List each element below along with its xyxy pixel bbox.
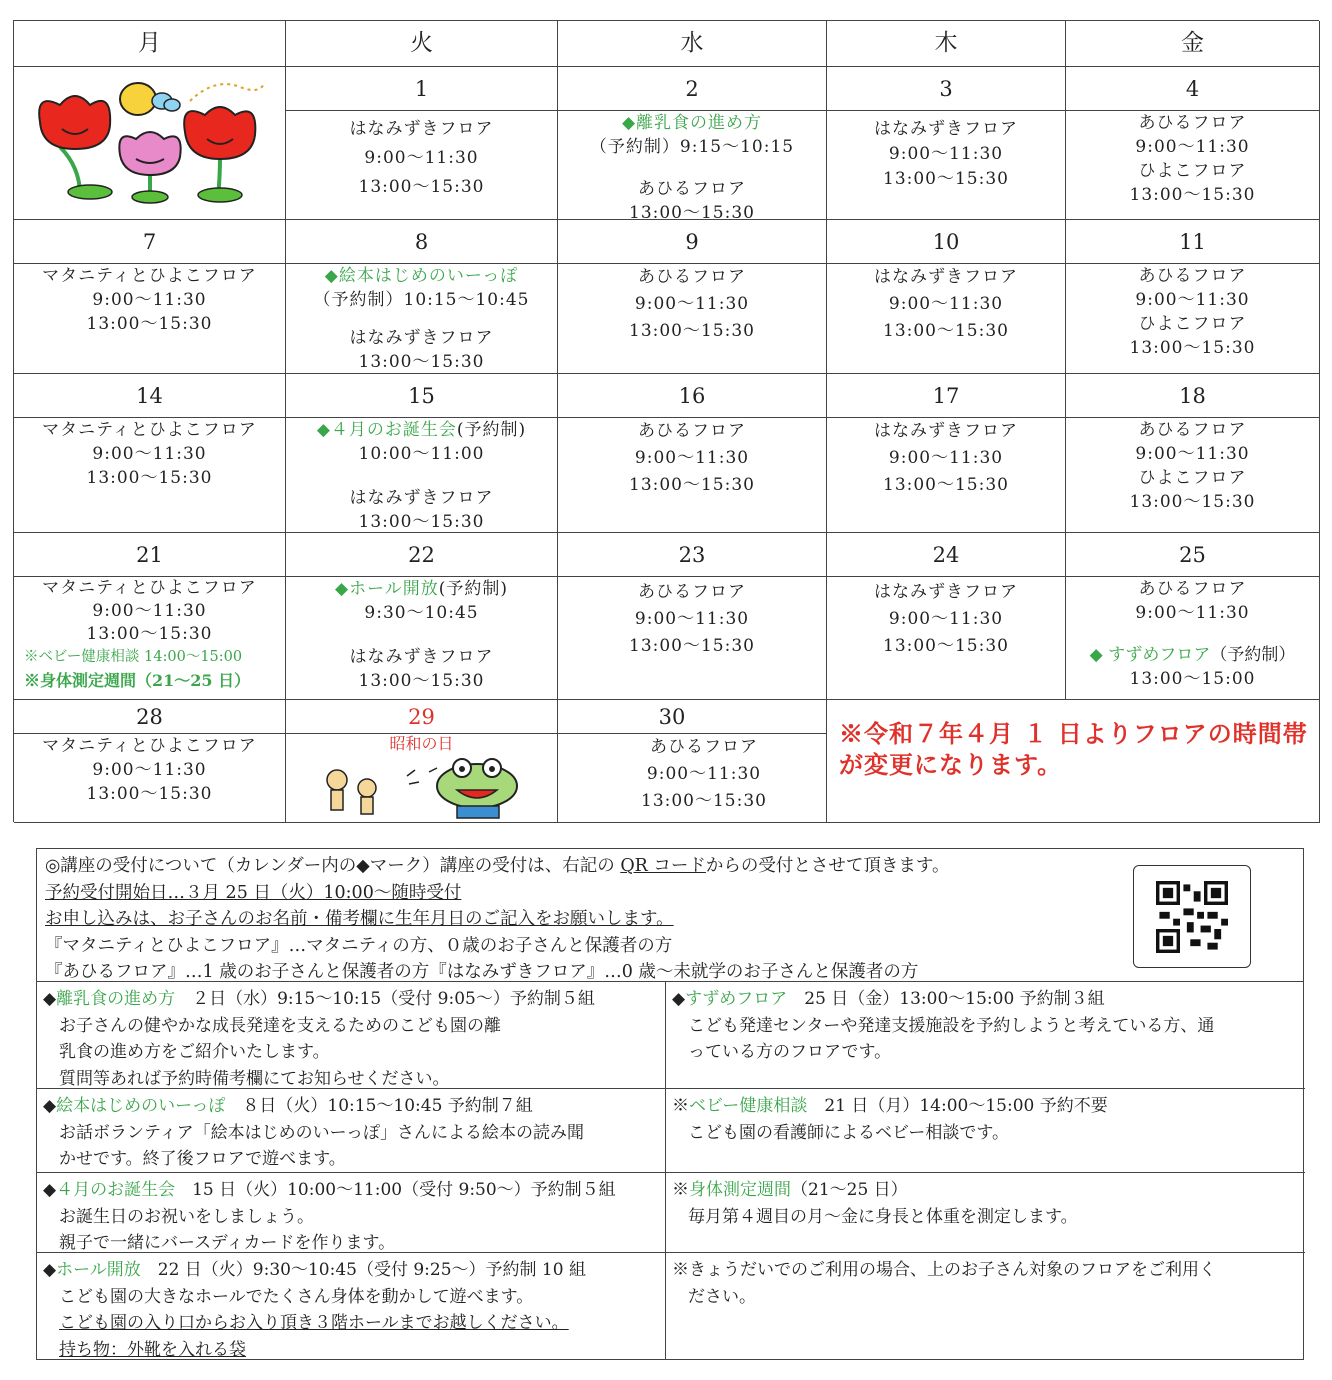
- diamond-icon: ◆: [43, 989, 57, 1009]
- weekday-wed: 水: [558, 21, 827, 67]
- day-22-body: [286, 577, 558, 700]
- course-heading: [672, 1177, 1297, 1204]
- day-2-body: [558, 111, 827, 220]
- event-note: 13:00～15:00: [1129, 669, 1256, 689]
- day-4-number: 4: [1066, 67, 1320, 111]
- floor-label: マタニティとひよこフロア: [42, 736, 257, 756]
- course-heading: [43, 1257, 657, 1284]
- day-24-number: 24: [827, 533, 1066, 577]
- time-label: 9:00～11:30: [1135, 444, 1250, 464]
- weekday-mon: 月: [14, 21, 286, 67]
- time-label: 9:00～11:30: [888, 609, 1004, 629]
- qr-code[interactable]: [1133, 865, 1251, 968]
- course-title: すずめフロア: [685, 989, 788, 1009]
- floor-label: マタニティとひよこフロア: [42, 578, 257, 598]
- floor-label: あひるフロア: [1138, 420, 1247, 440]
- siblings-note: [666, 1253, 1305, 1359]
- time-label: 9:00～11:30: [634, 294, 750, 314]
- registration-info: [37, 849, 1303, 982]
- floor-label: あひるフロア: [1138, 579, 1247, 599]
- diamond-icon: ◆: [43, 1096, 57, 1116]
- time-label: 13:00～15:30: [629, 203, 755, 220]
- course-desc: かせです。終了後フロアで遊べます。: [59, 1149, 346, 1169]
- day-3-body: [827, 111, 1066, 220]
- course-detail: （21～25 日）: [791, 1180, 908, 1200]
- course-hall-open: [37, 1253, 666, 1359]
- floor-label: あひるフロア: [638, 582, 746, 602]
- course-desc: こども園の大きなホールでたくさん身体を動かして遊べます。: [59, 1286, 534, 1307]
- day-8-body: [286, 264, 558, 374]
- day-15-number: 15: [286, 374, 558, 418]
- course-desc: っている方のフロアです。: [688, 1042, 892, 1062]
- time-label: 9:00～11:30: [364, 148, 479, 168]
- floor-label: あひるフロア: [638, 421, 746, 441]
- flower-illustration-cell: [14, 67, 286, 220]
- course-heading: [672, 1093, 1297, 1120]
- time-label: 13:00～15:30: [883, 169, 1009, 189]
- day-28-number: 28: [14, 700, 286, 734]
- day-16-number: 16: [558, 374, 827, 418]
- reservation-start-date: 予約受付開始日…３月 25 日（火）10:00～随時受付: [45, 882, 462, 903]
- floor-label: ひよこフロア: [1138, 468, 1247, 488]
- weekday-tue: 火: [286, 21, 558, 67]
- floor-label: あひるフロア: [1138, 113, 1247, 133]
- day-7-number: 7: [14, 220, 286, 264]
- time-label: 13:00～15:30: [1129, 492, 1256, 512]
- course-heading: [43, 986, 657, 1013]
- time-label: 13:00～15:30: [86, 624, 213, 644]
- day-30-number: 30: [558, 700, 827, 734]
- day-4-body: [1066, 111, 1320, 220]
- day-7-body: [14, 264, 286, 374]
- floor-label: はなみずきフロア: [874, 119, 1018, 139]
- time-label: 13:00～15:30: [641, 791, 767, 811]
- day-1-body: [286, 111, 558, 220]
- event-title: ◆ すずめフロア: [1089, 645, 1211, 665]
- registration-text: ◎講座の受付について（カレンダー内の◆マーク）講座の受付は、右記の: [45, 856, 621, 876]
- day-11-body: [1066, 264, 1320, 374]
- event-note: （予約制）9:15～10:15: [589, 137, 795, 157]
- weekday-thu: 木: [827, 21, 1066, 67]
- course-detail: ８日（火）10:15～10:45 予約制７組: [225, 1096, 533, 1116]
- course-detail: ２日（水）9:15～10:15（受付 9:05～）予約制５組: [175, 989, 595, 1009]
- time-label: 9:00～11:30: [1135, 137, 1250, 157]
- course-desc: お話ボランティア「絵本はじめのいーっぽ」さんによる絵本の読み聞: [59, 1122, 584, 1143]
- time-label: 9:00～11:30: [888, 294, 1004, 314]
- time-label: 9:00～11:30: [646, 764, 762, 784]
- day-18-number: 18: [1066, 374, 1320, 418]
- course-title: ４月のお誕生会: [56, 1180, 176, 1200]
- course-detail: 15 日（火）10:00～11:00（受付 9:50～）予約制５組: [175, 1180, 616, 1200]
- event-title: ◆４月のお誕生会: [316, 420, 457, 440]
- time-label: 13:00～15:30: [358, 671, 485, 691]
- diamond-icon: ◆: [672, 989, 686, 1009]
- course-desc: 毎月第４週目の月～金に身長と体重を測定します。: [688, 1206, 1078, 1227]
- time-label: 13:00～15:30: [358, 512, 485, 532]
- course-desc: 乳食の進め方をご紹介いたします。: [59, 1042, 330, 1062]
- event-title-line: [1066, 643, 1319, 667]
- time-label: 13:00～15:30: [629, 475, 755, 495]
- time-label: 9:00～11:30: [1135, 603, 1250, 623]
- time-label: 13:00～15:30: [86, 784, 213, 804]
- floor-label: マタニティとひよこフロア: [42, 266, 257, 286]
- time-label: 9:00～11:30: [92, 601, 207, 621]
- time-label: 9:00～11:30: [888, 448, 1004, 468]
- floor-label: あひるフロア: [638, 179, 746, 199]
- time-label: 9:00～11:30: [92, 760, 207, 780]
- siblings-note-text: ※きょうだいでのご利用の場合、上のお子さん対象のフロアをご利用く: [672, 1260, 1216, 1280]
- time-label: 13:00～15:30: [883, 636, 1009, 656]
- day-9-body: [558, 264, 827, 374]
- measurement-week-note: ※身体測定週間（21～25 日）: [24, 671, 251, 690]
- day-8-number: 8: [286, 220, 558, 264]
- ahiru-hanamizuki-floor-desc: 『あひるフロア』…1 歳のお子さんと保護者の方『はなみずきフロア』…0 歳～未就学のお子さんと保護者の方: [45, 962, 919, 982]
- course-title: ベビー健康相談: [689, 1096, 808, 1116]
- diamond-icon: ◆: [43, 1260, 57, 1280]
- course-info-box: [36, 848, 1304, 1360]
- event-note: （予約制）10:15～10:45: [313, 290, 530, 310]
- course-detail: 22 日（火）9:30～10:45（受付 9:25～）予約制 10 組: [140, 1260, 586, 1280]
- frog-children-illustration: [297, 754, 547, 820]
- qr-code-icon: [1156, 881, 1228, 953]
- floor-label: はなみずきフロア: [349, 328, 494, 348]
- time-label: 9:00～11:30: [634, 609, 750, 629]
- note-mark: ※: [672, 1180, 689, 1200]
- diamond-icon: ◆: [43, 1180, 57, 1200]
- course-heading: [672, 986, 1297, 1013]
- course-title: 絵本はじめのいーっぽ: [56, 1096, 226, 1116]
- floor-label: マタニティとひよこフロア: [42, 420, 257, 440]
- course-desc: 親子で一緒にバースディカードを作ります。: [59, 1233, 396, 1253]
- day-2-number: 2: [558, 67, 827, 111]
- time-label: 13:00～15:30: [1129, 338, 1256, 358]
- day-29-body: [286, 734, 558, 823]
- floor-label: はなみずきフロア: [874, 421, 1018, 441]
- event-title: ◆絵本はじめのいーっぽ: [324, 266, 519, 286]
- event-title: ◆離乳食の進め方: [621, 113, 763, 133]
- time-label: 9:00～11:30: [1135, 290, 1250, 310]
- day-3-number: 3: [827, 67, 1066, 111]
- course-rinyushoku: [37, 982, 666, 1089]
- floor-label: あひるフロア: [650, 737, 758, 757]
- day-9-number: 9: [558, 220, 827, 264]
- time-change-notice: ※令和７年４月 １ 日よりフロアの時間帯が変更になります。: [827, 700, 1320, 823]
- day-29-number: 29: [286, 700, 558, 734]
- calendar-grid: [13, 20, 1319, 822]
- holiday-label: 昭和の日: [389, 734, 454, 753]
- day-17-number: 17: [827, 374, 1066, 418]
- baby-consult-note: ※ベビー健康相談 14:00～15:00: [24, 649, 243, 665]
- time-label: 13:00～15:30: [358, 177, 485, 197]
- floor-label: はなみずきフロア: [349, 647, 494, 667]
- course-heading: [43, 1177, 657, 1204]
- day-25-body: [1066, 577, 1320, 700]
- floor-label: はなみずきフロア: [349, 119, 494, 139]
- day-10-body: [827, 264, 1066, 374]
- course-heading: [43, 1093, 657, 1120]
- tulips-bee-illustration: [20, 77, 280, 207]
- day-15-body: [286, 418, 558, 533]
- course-ehon: [37, 1089, 666, 1173]
- course-desc: 質問等あれば予約時備考欄にてお知らせください。: [59, 1068, 450, 1089]
- day-25-number: 25: [1066, 533, 1320, 577]
- time-label: 13:00～15:30: [883, 321, 1009, 341]
- course-desc: お誕生日のお祝いをしましょう。: [59, 1206, 314, 1227]
- time-label: 9:00～11:30: [888, 144, 1004, 164]
- application-instructions: お申し込みは、お子さんのお名前・備考欄に生年月日のご記入をお願いします。: [45, 909, 674, 929]
- maternity-floor-desc: 『マタニティとひよこフロア』…マタニティの方、０歳のお子さんと保護者の方: [45, 935, 673, 956]
- time-label: 13:00～15:30: [629, 636, 755, 656]
- items-to-bring: 持ち物：外靴を入れる袋: [59, 1339, 246, 1359]
- event-note: 10:00～11:00: [358, 444, 485, 464]
- day-21-body: [14, 577, 286, 700]
- course-desc: こども園の看護師によるベビー相談です。: [688, 1122, 1009, 1143]
- event-title-line: [286, 418, 557, 442]
- day-23-number: 23: [558, 533, 827, 577]
- day-28-body: [14, 734, 286, 823]
- floor-label: あひるフロア: [1138, 266, 1247, 286]
- day-21-number: 21: [14, 533, 286, 577]
- floor-label: はなみずきフロア: [874, 267, 1018, 287]
- course-desc: こども園の入り口からお入り頂き３階ホールまでお越しください。: [59, 1313, 569, 1333]
- course-birthday: [37, 1173, 666, 1253]
- course-detail: 21 日（月）14:00～15:00 予約不要: [807, 1096, 1108, 1116]
- floor-label: あひるフロア: [638, 267, 746, 287]
- registration-text-end: からの受付とさせて頂きます。: [705, 856, 950, 876]
- day-24-body: [827, 577, 1066, 700]
- course-title: 離乳食の進め方: [56, 989, 176, 1009]
- floor-label: ひよこフロア: [1138, 161, 1247, 181]
- day-10-number: 10: [827, 220, 1066, 264]
- weekday-fri: 金: [1066, 21, 1320, 67]
- note-mark: ※: [672, 1096, 689, 1116]
- registration-line: [45, 853, 1295, 880]
- event-title: ◆ホール開放: [335, 579, 439, 599]
- course-suzume-floor: [666, 982, 1305, 1089]
- day-22-number: 22: [286, 533, 558, 577]
- time-label: 9:00～11:30: [634, 448, 750, 468]
- time-label: 13:00～15:30: [86, 314, 213, 334]
- day-16-body: [558, 418, 827, 533]
- day-18-body: [1066, 418, 1320, 533]
- event-suffix: (予約制): [456, 420, 527, 440]
- event-suffix: (予約制): [438, 579, 508, 599]
- day-17-body: [827, 418, 1066, 533]
- time-label: 13:00～15:30: [86, 468, 213, 488]
- time-label: 13:00～15:30: [1129, 185, 1256, 205]
- time-label: 9:00～11:30: [92, 290, 207, 310]
- floor-label: はなみずきフロア: [349, 488, 494, 508]
- floor-label: はなみずきフロア: [874, 582, 1018, 602]
- course-desc: お子さんの健やかな成長発達を支えるためのこども園の離: [59, 1015, 501, 1036]
- course-measurement-week: [666, 1173, 1305, 1253]
- floor-label: ひよこフロア: [1138, 314, 1247, 334]
- time-label: 9:00～11:30: [92, 444, 207, 464]
- event-note: 9:30～10:45: [364, 603, 479, 623]
- event-title-line: [286, 577, 557, 601]
- event-suffix: （予約制）: [1210, 645, 1296, 665]
- siblings-note-text: ださい。: [688, 1286, 756, 1307]
- day-23-body: [558, 577, 827, 700]
- day-14-number: 14: [14, 374, 286, 418]
- qr-code-label: QR コード: [620, 856, 706, 876]
- course-title: ホール開放: [56, 1260, 141, 1280]
- day-11-number: 11: [1066, 220, 1320, 264]
- time-label: 13:00～15:30: [883, 475, 1009, 495]
- course-detail: 25 日（金）13:00～15:00 予約制３組: [787, 989, 1105, 1009]
- course-desc: こども発達センターや発達支援施設を予約しようと考えている方、通: [688, 1015, 1215, 1036]
- day-14-body: [14, 418, 286, 533]
- time-label: 13:00～15:30: [629, 321, 755, 341]
- course-baby-consult: [666, 1089, 1305, 1173]
- time-label: 13:00～15:30: [358, 352, 485, 372]
- day-1-number: 1: [286, 67, 558, 111]
- day-30-body: [558, 734, 827, 823]
- course-title: 身体測定週間: [689, 1180, 791, 1200]
